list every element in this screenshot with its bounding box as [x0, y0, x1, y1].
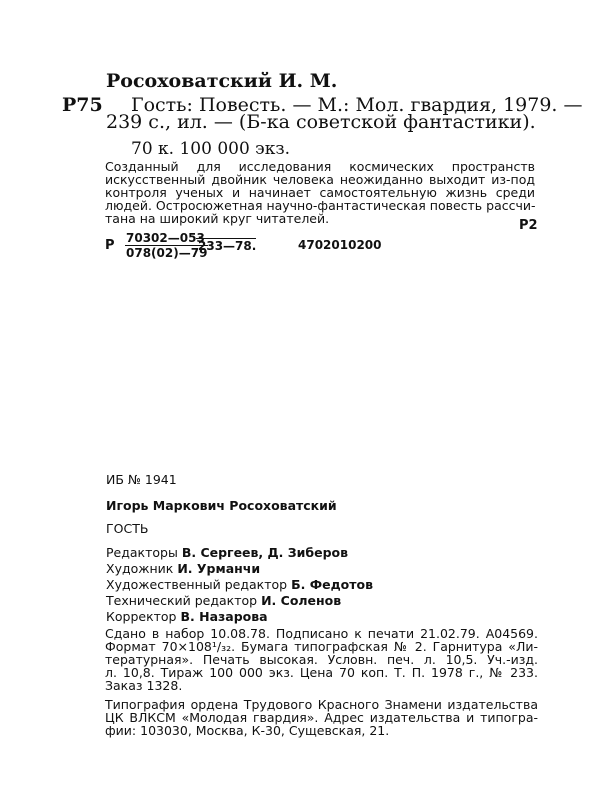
call-number: Р75: [62, 94, 103, 116]
annotation-line: Созданный для исследования космических пространств: [105, 159, 535, 174]
credit-label: Художник: [106, 561, 174, 576]
credit-name: И. Урманчи: [177, 561, 261, 576]
annotation-line: людей. Остросюжетная научно-фантастическая повесть рассчи-: [105, 198, 536, 213]
index-letter: Р: [105, 238, 115, 253]
printing-house-line: ЦК ВЛКСМ «Молодая гвардия». Адрес издательства и типогра-: [105, 710, 538, 725]
book-title: ГОСТЬ: [106, 521, 149, 536]
author-full-name: Игорь Маркович Росоховатский: [106, 498, 337, 513]
credit-label: Корректор: [106, 609, 177, 624]
annotation-line: искусственный двойник человека неожиданно выходит из-под: [105, 172, 535, 187]
credit-name: В. Назарова: [180, 609, 268, 624]
biblio-line-2: 239 с., ил. — (Б-ка советской фантастики).: [106, 111, 536, 133]
annotation-line: тана на широкий круг читателей.: [105, 211, 330, 226]
imprint-line: Формат 70×108¹/₃₂. Бумага типографская № 2. Гарнитура «Ли-: [105, 639, 538, 654]
annotation-line: контроля ученых и начинает самостоятельную жизнь среди: [105, 185, 535, 200]
index-numerator: 70302—053: [125, 232, 208, 246]
price-circulation: 70 к. 100 000 экз.: [131, 139, 290, 159]
credit-editors: [106, 545, 348, 560]
ib-number: ИБ № 1941: [106, 472, 177, 487]
index-denominator: 078(02)—79: [126, 246, 208, 260]
printing-house-line: Типография ордена Трудового Красного Знамени издательства: [105, 697, 538, 712]
credit-artist: [106, 561, 260, 576]
credit-name: И. Соленов: [261, 593, 342, 608]
isbn-code: 4702010200: [298, 238, 382, 252]
imprint-line: Сдано в набор 10.08.78. Подписано к печати 21.02.79. А04569.: [105, 626, 538, 641]
index-suffix: 233—78.: [198, 239, 257, 253]
classification-code: Р2: [519, 218, 538, 233]
biblio-line-1: Гость: Повесть. — М.: Мол. гвардия, 1979. —: [131, 94, 583, 116]
credit-label: Редакторы: [106, 545, 178, 560]
author-heading: Росоховатский И. М.: [106, 70, 338, 92]
credit-name: Б. Федотов: [291, 577, 373, 592]
imprint-line: тературная». Печать высокая. Условн. печ. л. 10,5. Уч.-изд.: [105, 652, 538, 667]
credit-tech-editor: [106, 593, 341, 608]
credit-name: В. Сергеев, Д. Зиберов: [181, 545, 349, 560]
printing-house-line: фии: 103030, Москва, К-30, Сущевская, 21.: [105, 723, 390, 738]
credit-label: Технический редактор: [106, 593, 258, 608]
credit-art-editor: [106, 577, 373, 592]
credit-label: Художественный редактор: [106, 577, 288, 592]
imprint-line: Заказ 1328.: [105, 678, 183, 693]
imprint-line: л. 10,8. Тираж 100 000 экз. Цена 70 коп. Т. П. 1978 г., № 233.: [105, 665, 538, 680]
credit-proofreader: [106, 609, 268, 624]
